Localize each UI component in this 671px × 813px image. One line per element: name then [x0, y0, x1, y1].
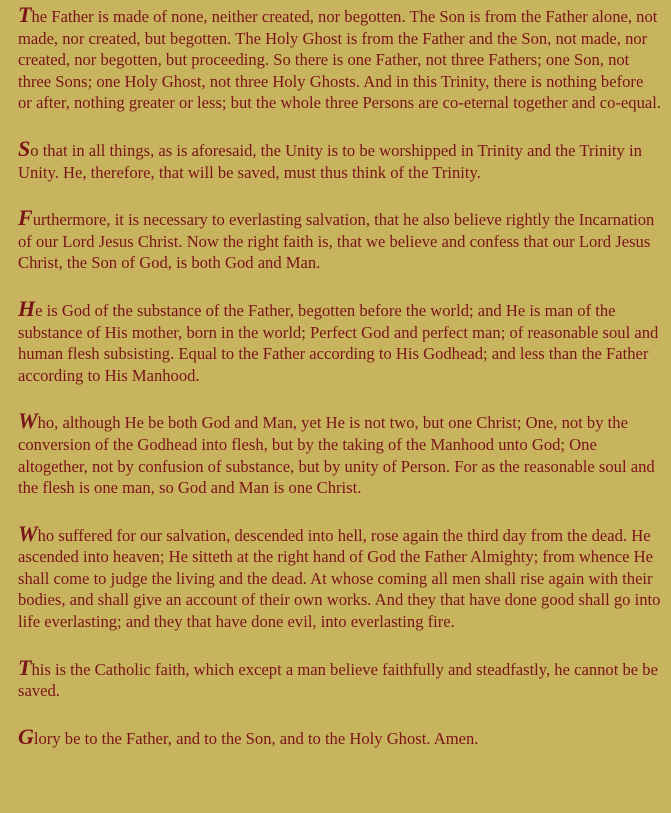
paragraph-8 [18, 723, 661, 750]
drop-cap: T [18, 654, 32, 680]
paragraph-7 [18, 654, 661, 702]
drop-cap: W [18, 520, 38, 546]
paragraph-text: ho, although He be both God and Man, yet He is not two, but one Christ; One, not by the conversion of the Godhead into flesh, but by the taking of the Manhood unto God; One altogether, not by confusion of substance, but by unity of Person. For as the reasonable soul and the flesh is one man, so God and Man is one Christ. [18, 413, 655, 498]
paragraph-text: ho suffered for our salvation, descended into hell, rose again the third day from the dead. He ascended into heaven; He sitteth at the right hand of God the Father Almighty; from whence He shall come to judge the living and the dead. At whose coming all men shall rise again with their bodies, and shall give an account of their own works. And they that have done good shall go into life everlasting; and they that have done evil, into everlasting fire. [18, 525, 661, 632]
paragraph-text: his is the Catholic faith, which except a man believe faithfully and steadfastly, he cannot be be saved. [18, 659, 658, 701]
paragraph-4 [18, 295, 661, 386]
drop-cap: W [18, 408, 38, 434]
paragraph-1 [18, 2, 662, 114]
drop-cap: S [18, 135, 31, 161]
paragraph-text: e is God of the substance of the Father, begotten before the world; and He is man of the substance of His mother, born in the world; Perfect God and perfect man; of reasonable soul and human flesh subsisting. Equal to the Father according to His Godhead; and less than the Father according to His Manhood. [18, 300, 659, 385]
paragraph-6 [18, 520, 661, 633]
drop-cap: H [18, 295, 36, 321]
drop-cap: T [18, 2, 32, 27]
paragraph-3 [18, 205, 661, 274]
drop-cap: G [18, 723, 34, 749]
paragraph-text: urthermore, it is necessary to everlasting salvation, that he also believe rightly the Incarnation of our Lord Jesus Christ. Now the right faith is, that we believe and confess that our Lord Jesus Christ, the Son of God, is both God and Man. [18, 210, 655, 273]
paragraph-2 [18, 135, 661, 183]
paragraph-text: lory be to the Father, and to the Son, and to the Holy Ghost. Amen. [33, 728, 479, 748]
drop-cap: F [18, 205, 33, 231]
paragraph-text: he Father is made of none, neither created, nor begotten. The Son is from the Father alone, not made, nor created, but begotten. The Holy Ghost is from the Father and the Son, not made, nor created, nor begotten, but proceeding. So there is one Father, not three Fathers; one Son, not three Sons; one Holy Ghost, not three Holy Ghosts. And in this Trinity, there is nothing before or after, nothing greater or less; but the whole three Persons are co-eternal together and co-equal. [18, 7, 662, 113]
paragraph-5 [18, 408, 661, 498]
paragraph-text: o that in all things, as is aforesaid, the Unity is to be worshipped in Trinity and the Trinity in Unity. He, therefore, that will be saved, must thus think of the Trinity. [18, 140, 642, 182]
